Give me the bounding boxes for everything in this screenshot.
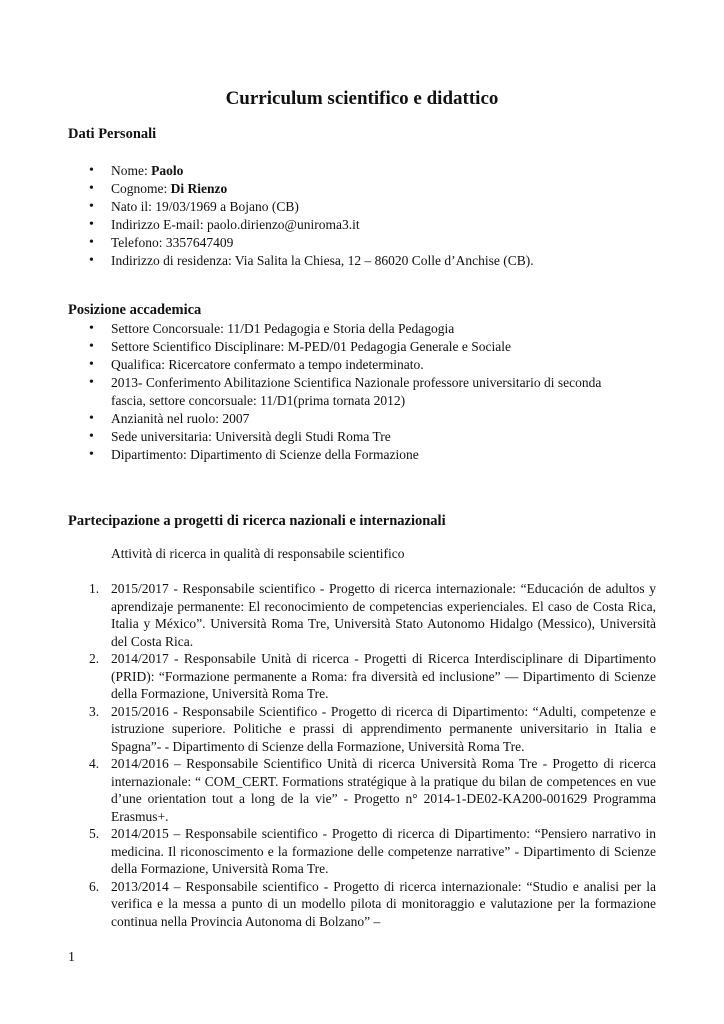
list-item: • Indirizzo E-mail: paolo.dirienzo@uniroma3.it — [0, 216, 631, 234]
item-text: 2013/2014 – Responsabile scientifico - Progetto di ricerca internazionale: “Studio e analisi per la verifica e la messa a punto di un modello pilota di monitoraggio e valutazione per la formazione continua nella Provincia Autonoma di Bolzano” – — [111, 878, 656, 929]
list-item — [0, 580, 656, 650]
list-item: • Qualifica: Ricercatore confermato a tempo indeterminato. — [0, 356, 631, 374]
list-item: • Dipartimento: Dipartimento di Scienze della Formazione — [0, 446, 631, 464]
list-item: • Nato il: 19/03/1969 a Bojano (CB) — [0, 198, 631, 216]
projects-subheading: Attività di ricerca in qualità di responsabile scientifico — [111, 546, 405, 561]
item-number: 1. — [89, 581, 100, 596]
list-item — [0, 180, 631, 198]
item-number: 4. — [89, 756, 100, 771]
list-item: • Settore Scientifico Disciplinare: M-PED/01 Pedagogia Generale e Sociale — [0, 338, 631, 356]
academic-heading: Posizione accademica — [68, 302, 202, 318]
list-item — [0, 878, 656, 931]
item-number: 2. — [89, 651, 100, 666]
list-item: • Sede universitaria: Università degli Studi Roma Tre — [0, 428, 631, 446]
list-item: • Anzianità nel ruolo: 2007 — [0, 410, 631, 428]
projects-list — [0, 580, 656, 930]
item-text: 2015/2016 - Responsabile Scientifico - Progetto di ricerca di Dipartimento: “Adulti, competenze e istruzione superiore. Politiche e prassi di apprendimento permanente universitario in Italia e Spagna”- - Dipartimento di Scienze della Formazione, Università Roma Tre. — [111, 703, 656, 754]
surname-value: Di Rienzo — [170, 181, 228, 196]
item-number: 5. — [89, 826, 100, 841]
list-item — [0, 703, 656, 756]
list-item — [0, 650, 656, 703]
page-number: 1 — [68, 950, 75, 965]
personal-heading: Dati Personali — [68, 126, 157, 142]
list-item — [0, 825, 656, 878]
list-item: • 2013- Conferimento Abilitazione Scientifica Nazionale professore universitario di seconda fascia, settore concorsuale: 11/D1(prima tornata 2012) — [0, 374, 631, 410]
personal-list — [0, 162, 631, 270]
list-item — [0, 755, 656, 825]
list-item: • Settore Concorsuale: 11/D1 Pedagogia e Storia della Pedagogia — [0, 320, 631, 338]
item-text: 2015/2017 - Responsabile scientifico - Progetto di ricerca internazionale: “Educación de adultos y aprendizaje permanente: El reconocimiento de competencias experienciales. El caso de Costa Rica, Italia y México”. Università Roma Tre, Università Stato Autonomo Hidalgo (Messico), Università del Costa Rica. — [111, 581, 656, 649]
item-text: 2014/2016 – Responsabile Scientifico Unità di ricerca Università Roma Tre - Progetto di ricerca internazionale: “ COM_CERT. Formations stratégique à la pratique du bilan de competences en vue d’une orientation tout a long de la vie” - Progetto n° 2014-1-DE02-KA200-001629 Programma Erasmus+. — [111, 756, 656, 824]
item-number: 3. — [89, 703, 100, 719]
projects-heading: Partecipazione a progetti di ricerca nazionali e internazionali — [68, 513, 446, 529]
item-text: 2014/2017 - Responsabile Unità di ricerca - Progetti di Ricerca Interdisciplinare di Dipartimento (PRID): “Formazione permanente a Roma: fra diversità ed inclusione” –– Dipartimento di Scienze della Formazione, Università Roma Tre. — [111, 651, 656, 701]
name-value: Paolo — [151, 163, 184, 178]
list-item — [0, 162, 631, 180]
list-item: • Telefono: 3357647409 — [0, 234, 631, 252]
surname-label: Cognome: — [111, 181, 171, 196]
list-item: • Indirizzo di residenza: Via Salita la Chiesa, 12 – 86020 Colle d’Anchise (CB). — [0, 252, 631, 270]
item-number: 6. — [89, 878, 100, 894]
item-text: 2014/2015 – Responsabile scientifico - Progetto di ricerca di Dipartimento: “Pensiero narrativo in medicina. Il riconoscimento e la formazione delle competenze narrative” - Dipartimento di Scienze della Formazione, Università Roma Tre. — [111, 826, 656, 876]
document-title: Curriculum scientifico e didattico — [225, 88, 499, 109]
academic-list — [0, 320, 631, 464]
name-label: Nome: — [111, 163, 152, 178]
